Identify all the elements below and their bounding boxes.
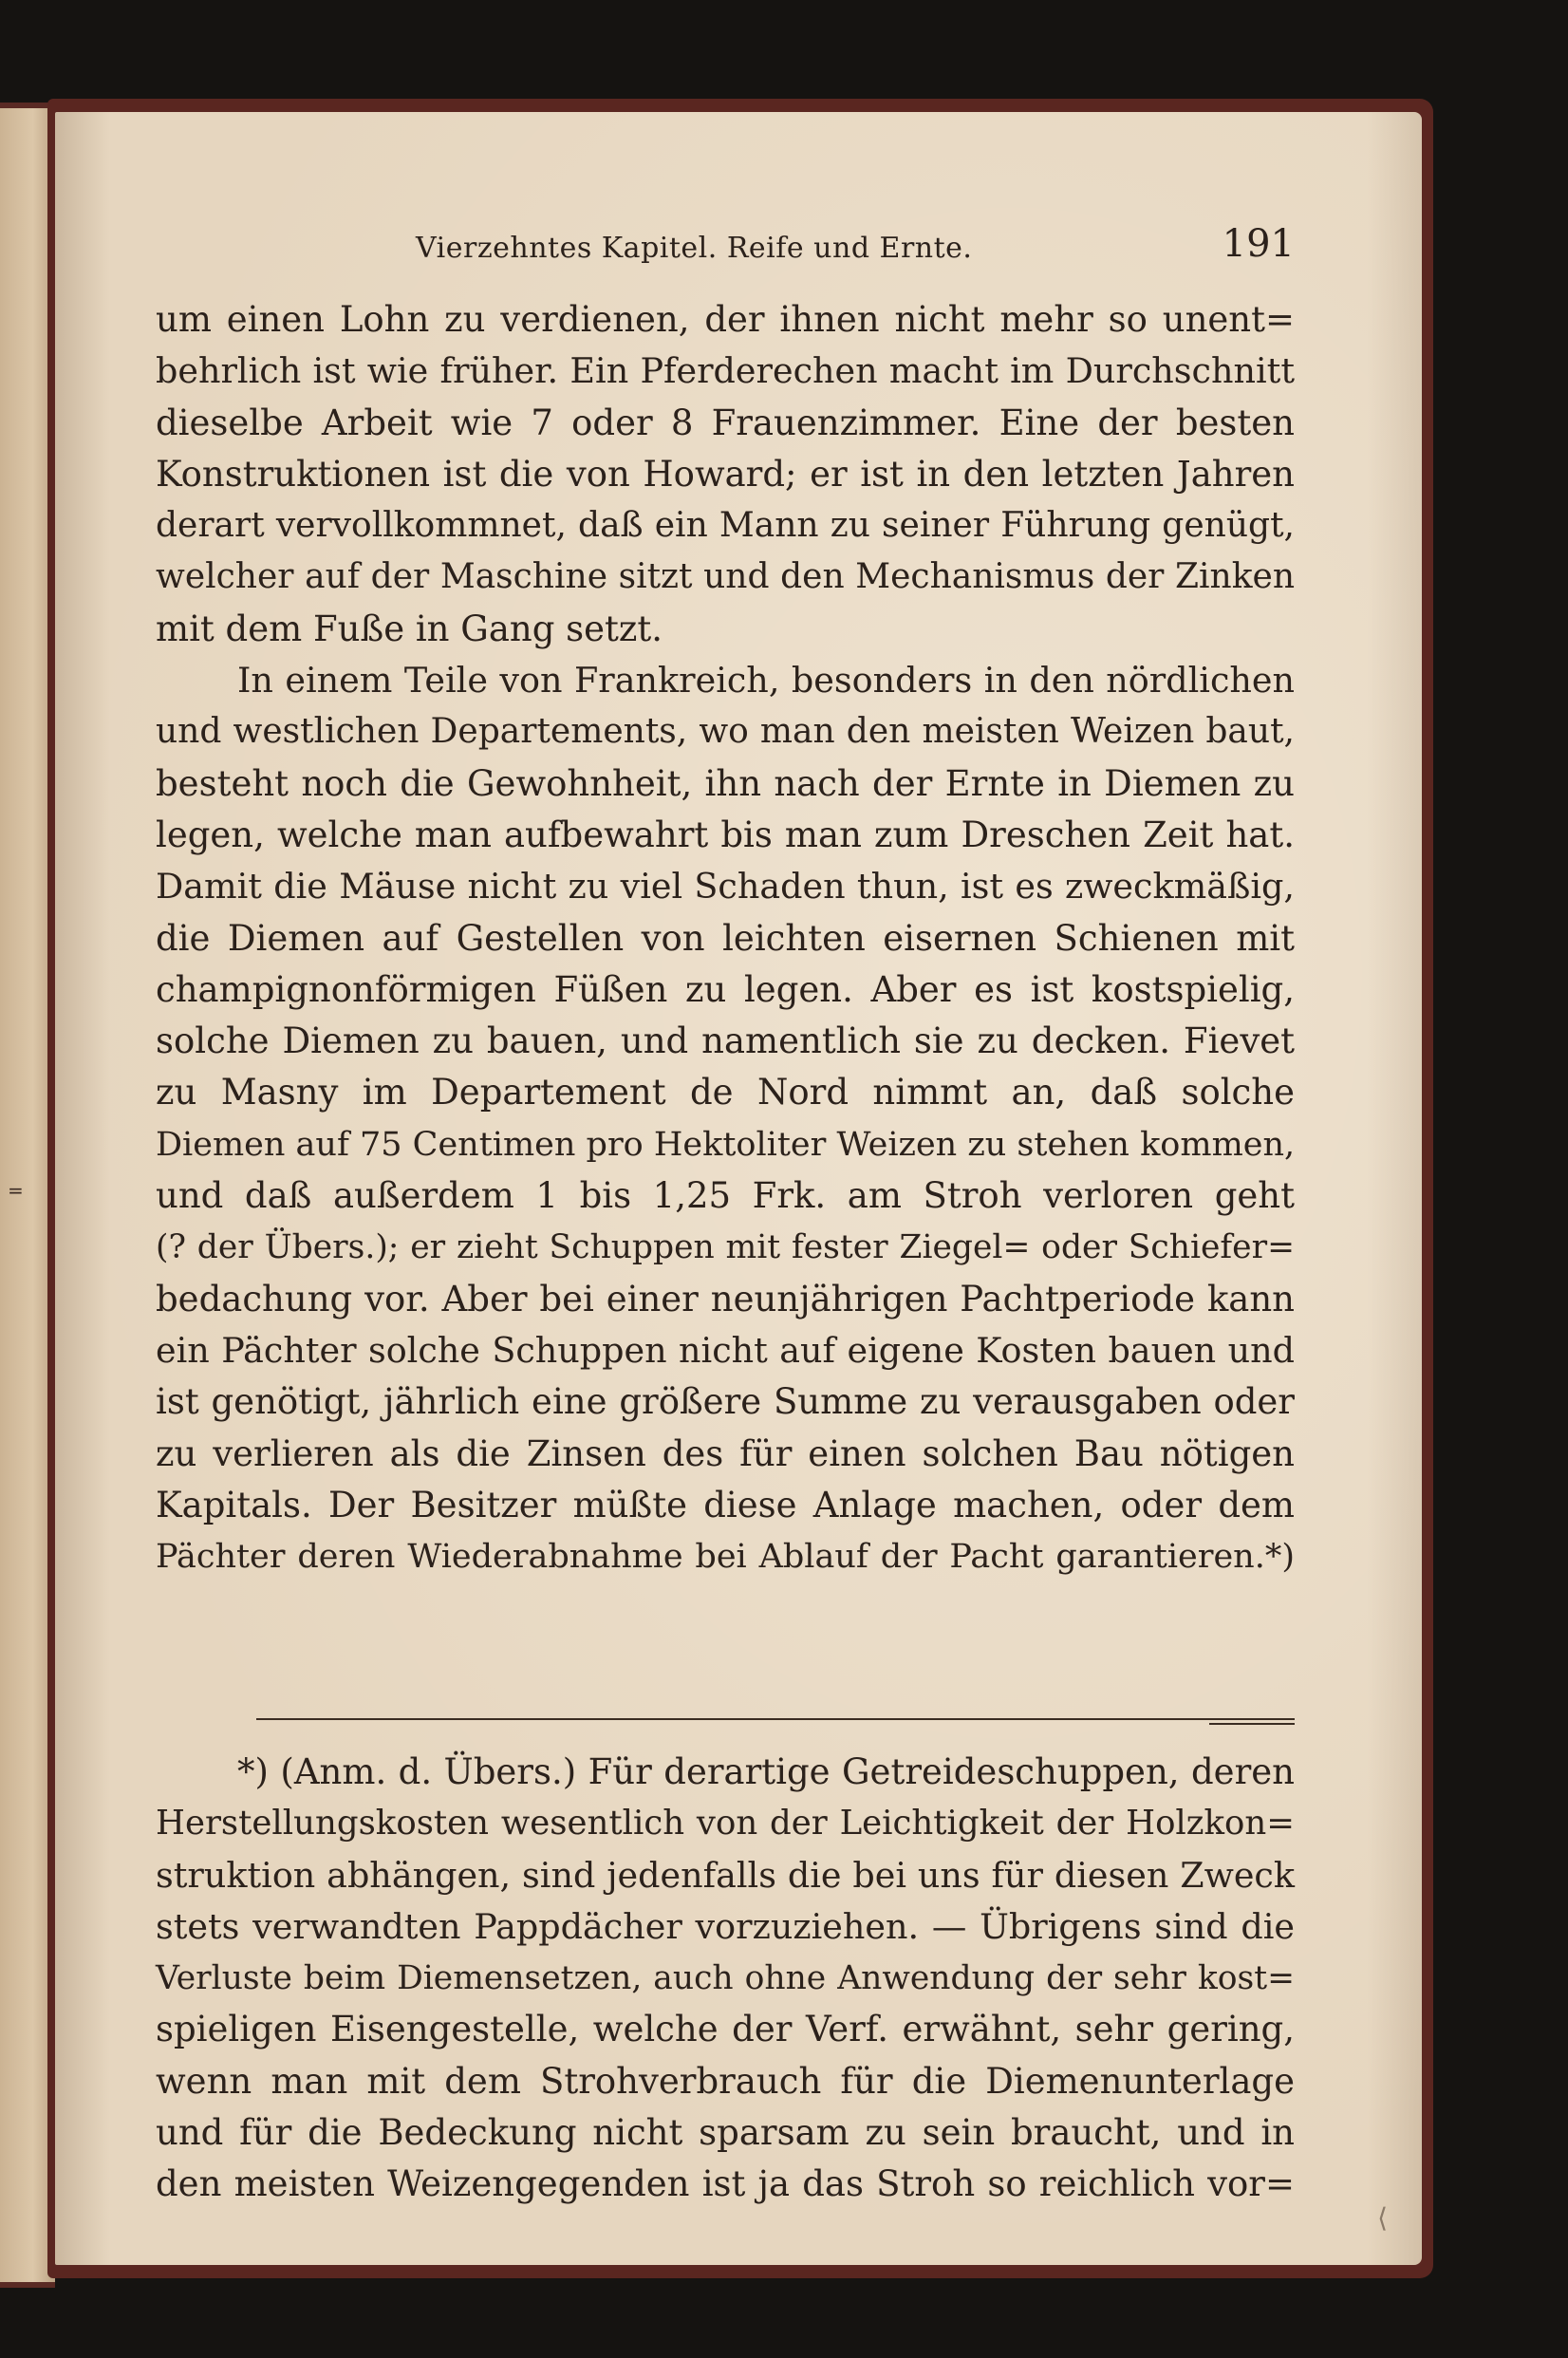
text-line: um einen Lohn zu verdienen, der ihnen nicht mehr so unent=	[156, 299, 1295, 340]
text-line: die Diemen auf Gestellen von leichten eisernen Schienen mit	[156, 917, 1295, 959]
text-line: derart vervollkommnet, daß ein Mann zu seiner Führung genügt,	[156, 506, 1295, 546]
footnote	[156, 1747, 1295, 2211]
text-line: behrlich ist wie früher. Ein Pferderechen macht im Durchschnitt	[156, 350, 1295, 392]
footnote-line: den meisten Weizengegenden ist ja das Stroh so reichlich vor=	[156, 2163, 1295, 2205]
text-line: Konstruktionen ist die von Howard; er ist in den letzten Jahren	[156, 453, 1295, 495]
text-line: solche Diemen zu bauen, und namentlich sie zu decken. Fievet	[156, 1020, 1295, 1062]
text-line: welcher auf der Maschine sitzt und den Mechanismus der Zinken	[156, 557, 1295, 597]
footnote-line: spieligen Eisengestelle, welche der Verf. erwähnt, sehr gering,	[156, 2009, 1295, 2050]
text-line: ein Pächter solche Schuppen nicht auf eigene Kosten bauen und	[156, 1329, 1295, 1371]
text-line: legen, welche man aufbewahrt bis man zum Dreschen Zeit hat.	[156, 814, 1295, 855]
book-page	[55, 112, 1422, 2265]
edge-mark: =	[8, 1179, 24, 1202]
footnote-rule-mark	[1209, 1723, 1295, 1725]
page-number: 191	[1222, 222, 1295, 266]
footnote-line: wenn man mit dem Strohverbrauch für die Diemenunterlage	[156, 2060, 1295, 2102]
text-line: (? der Übers.); er zieht Schuppen mit fester Ziegel= oder Schiefer=	[156, 1228, 1295, 1267]
running-head	[416, 216, 1295, 273]
body-text	[156, 294, 1295, 1582]
text-line: Pächter deren Wiederabnahme bei Ablauf der Pacht garantieren.*)	[156, 1538, 1295, 1577]
footnote-line: struktion abhängen, sind jedenfalls die bei uns für diesen Zweck	[156, 1854, 1295, 1896]
running-title: Vierzehntes Kapitel. Reife und Ernte.	[416, 232, 973, 265]
text-line: zu verlieren als die Zinsen des für einen solchen Bau nötigen	[156, 1432, 1295, 1474]
footnote-rule	[256, 1718, 1295, 1720]
footnote-line: Herstellungskosten wesentlich von der Leichtigkeit der Holzkon=	[156, 1804, 1295, 1843]
text-line: zu Masny im Departement de Nord nimmt an, daß solche	[156, 1072, 1295, 1114]
footnote-line: *) (Anm. d. Übers.) Für derartige Getreideschuppen, deren	[237, 1751, 1295, 1792]
text-line: ist genötigt, jährlich eine größere Summe zu verausgaben oder	[156, 1381, 1295, 1423]
text-line: und daß außerdem 1 bis 1,25 Frk. am Stroh verloren geht	[156, 1175, 1295, 1217]
paper-mark: ⟨	[1377, 2202, 1388, 2234]
footnote-line: Verluste beim Diemensetzen, auch ohne Anwendung der sehr kost=	[156, 1959, 1295, 1998]
text-line: dieselbe Arbeit wie 7 oder 8 Frauenzimmer. Eine der besten	[156, 402, 1295, 443]
footnote-line: und für die Bedeckung nicht sparsam zu sein braucht, und in	[156, 2112, 1295, 2154]
text-line: und westlichen Departements, wo man den meisten Weizen baut,	[156, 712, 1295, 752]
text-line: mit dem Fuße in Gang setzt.	[156, 608, 663, 649]
text-line: champignonförmigen Füßen zu legen. Aber es ist kostspielig,	[156, 968, 1295, 1010]
text-line: Kapitals. Der Besitzer müßte diese Anlage machen, oder dem	[156, 1484, 1295, 1525]
footnote-line: stets verwandten Pappdächer vorzuziehen. — Übrigens sind die	[156, 1905, 1295, 1947]
text-line: Diemen auf 75 Centimen pro Hektoliter Weizen zu stehen kommen,	[156, 1125, 1296, 1164]
text-line: besteht noch die Gewohnheit, ihn nach der Ernte in Diemen zu	[156, 762, 1295, 804]
text-line: In einem Teile von Frankreich, besonders in den nördlichen	[237, 660, 1295, 702]
text-line: Damit die Mäuse nicht zu viel Schaden thun, ist es zweckmäßig,	[156, 866, 1295, 908]
text-line: bedachung vor. Aber bei einer neunjährigen Pachtperiode kann	[156, 1278, 1295, 1319]
